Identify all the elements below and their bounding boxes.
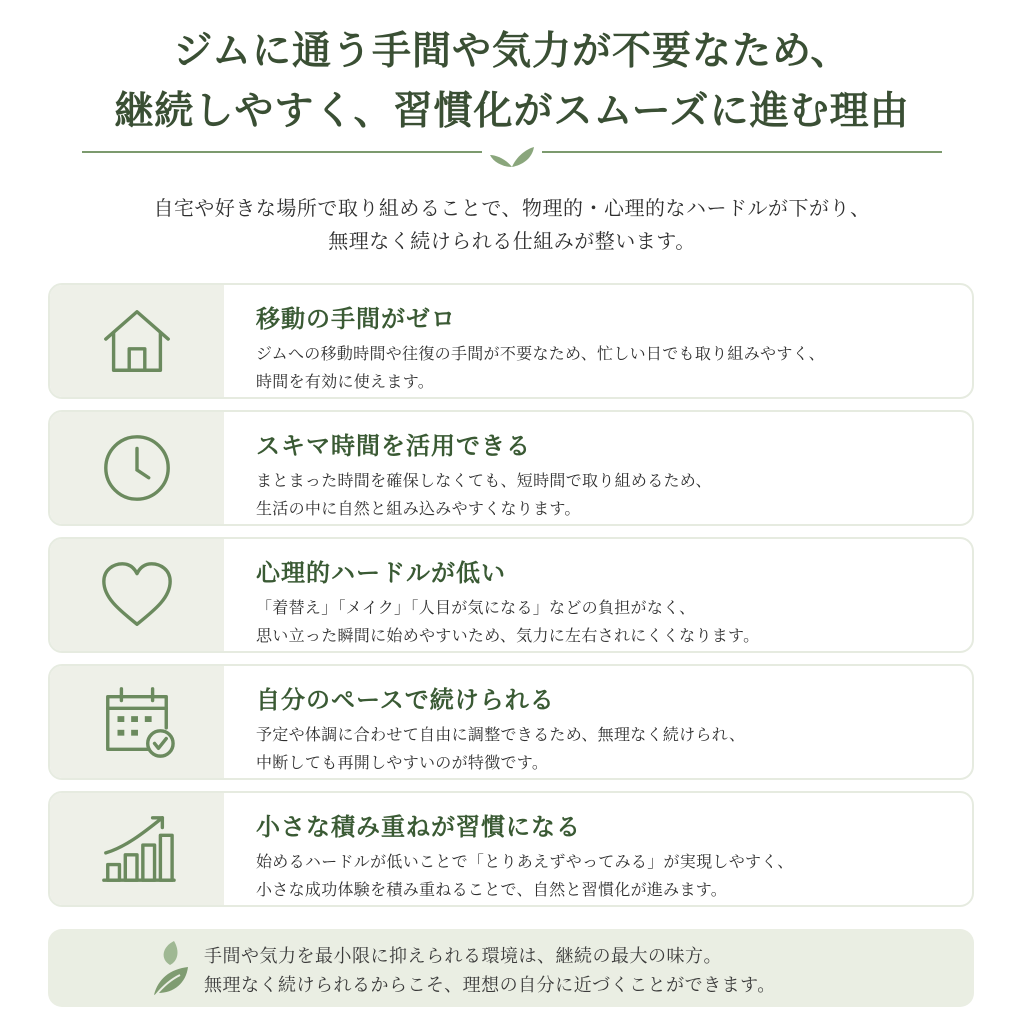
card-description-line-1: 「着替え」「メイク」「人目が気になる」などの負担がなく、	[256, 598, 696, 617]
title-divider-left	[82, 151, 482, 153]
card-description-line-2: 時間を有効に使えます。	[256, 372, 435, 391]
sprout-leaves-icon	[488, 139, 536, 169]
reason-card-spare-time	[48, 410, 974, 526]
card-description-line-2: 生活の中に自然と組み込みやすくなります。	[256, 499, 581, 518]
card-title: 小さな積み重ねが習慣になる	[256, 813, 581, 841]
house-icon	[98, 302, 176, 380]
card-icon-box	[50, 793, 224, 905]
leaf-icon	[148, 939, 196, 997]
calendar-check-icon	[98, 683, 176, 761]
footer-line-1: 手間や気力を最小限に抑えられる環境は、継続の最大の味方。	[204, 946, 722, 967]
page-title-line-2: 継続しやすく、習慣化がスムーズに進む理由	[114, 88, 910, 134]
heart-icon	[98, 556, 176, 634]
intro-line-1: 自宅や好きな場所で取り組めることで、物理的・心理的なハードルが下がり、	[153, 196, 871, 220]
card-title: 自分のペースで続けられる	[256, 686, 555, 714]
title-divider-right	[542, 151, 942, 153]
reason-card-small-steps	[48, 791, 974, 907]
card-title: 移動の手間がゼロ	[256, 305, 456, 333]
page-title-line-1: ジムに通う手間や気力が不要なため、	[173, 28, 851, 74]
growth-chart-icon	[98, 810, 176, 888]
reason-card-low-hurdle	[48, 537, 974, 653]
card-description-line-2: 中断しても再開しやすいのが特徴です。	[256, 753, 549, 772]
reason-card-own-pace	[48, 664, 974, 780]
card-title: 心理的ハードルが低い	[256, 559, 506, 587]
reason-card-no-commute	[48, 283, 974, 399]
card-icon-box	[50, 539, 224, 651]
card-description-line-2: 小さな成功体験を積み重ねることで、自然と習慣化が進みます。	[256, 880, 728, 899]
card-description-line-2: 思い立った瞬間に始めやすいため、気力に左右されにくくなります。	[256, 626, 760, 645]
intro-line-2: 無理なく続けられる仕組みが整います。	[328, 229, 696, 253]
card-description-line-1: 予定や体調に合わせて自由に調整できるため、無理なく続けられ、	[256, 725, 746, 744]
card-icon-box	[50, 412, 224, 524]
card-description-line-1: 始めるハードルが低いことで「とりあえずやってみる」が実現しやすく、	[256, 852, 794, 871]
card-title: スキマ時間を活用できる	[256, 432, 531, 460]
clock-icon	[98, 429, 176, 507]
card-icon-box	[50, 666, 224, 778]
card-description-line-1: ジムへの移動時間や往復の手間が不要なため、忙しい日でも取り組みやすく、	[256, 344, 825, 363]
card-icon-box	[50, 285, 224, 397]
card-description-line-1: まとまった時間を確保しなくても、短時間で取り組めるため、	[256, 471, 712, 490]
footer-line-2: 無理なく続けられるからこそ、理想の自分に近づくことができます。	[204, 975, 776, 996]
summary-footer	[48, 929, 974, 1007]
